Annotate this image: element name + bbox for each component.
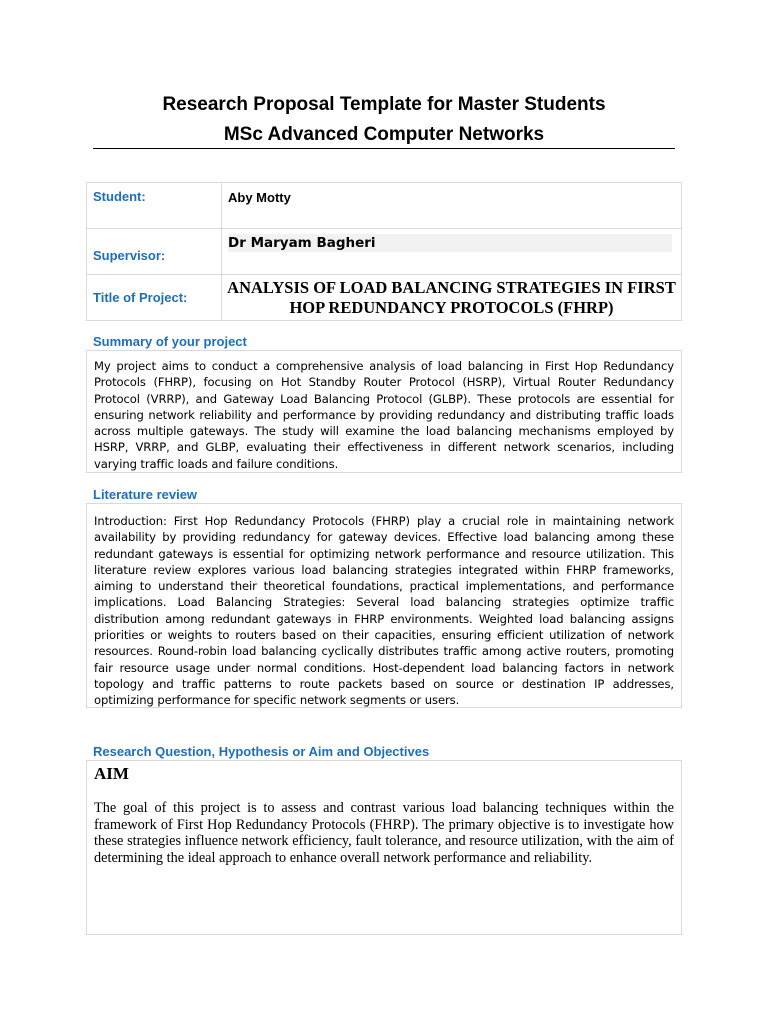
aim-heading: AIM bbox=[94, 764, 129, 783]
project-title-label: Title of Project: bbox=[87, 275, 222, 321]
supervisor-row bbox=[87, 229, 682, 275]
student-row bbox=[87, 183, 682, 229]
document-subtitle: MSc Advanced Computer Networks bbox=[223, 124, 545, 145]
supervisor-value[interactable]: Dr Maryam Bagheri bbox=[228, 234, 672, 252]
project-title-value[interactable]: ANALYSIS OF LOAD BALANCING STRATEGIES IN FIRST HOP REDUNDANCY PROTOCOLS (FHRP) bbox=[222, 275, 682, 321]
student-label: Student: bbox=[87, 183, 222, 229]
supervisor-label: Supervisor: bbox=[87, 229, 222, 275]
title-divider bbox=[93, 148, 675, 149]
research-box[interactable] bbox=[86, 760, 682, 935]
document-title: Research Proposal Template for Master Students bbox=[162, 94, 606, 115]
summary-heading: Summary of your project bbox=[93, 334, 247, 349]
research-heading: Research Question, Hypothesis or Aim and Objectives bbox=[93, 744, 430, 759]
supervisor-cell bbox=[222, 229, 682, 275]
literature-heading: Literature review bbox=[93, 487, 198, 502]
summary-text: My project aims to conduct a comprehensive analysis of load balancing in First Hop Redundancy Protocols (FHRP), focusing on Hot Standby Router Protocol (HSRP), Virtual Router Redundancy Protocol (VRRP), and Gateway Load Balancing Protocol (GLBP). These protocols are essential for ensuring network reliability and performance by providing redundancy and distributing traffic loads across multiple gateways. The study will examine the load balancing mechanisms employed by HSRP, VRRP, and GLBP, evaluating their effectiveness in different network scenarios, including varying traffic loads and failure conditions. bbox=[94, 359, 674, 471]
summary-box[interactable] bbox=[86, 350, 682, 473]
info-table bbox=[86, 182, 682, 321]
student-value[interactable]: Aby Motty bbox=[222, 183, 682, 229]
literature-text: Introduction: First Hop Redundancy Protocols (FHRP) play a crucial role in maintaining network availability by providing redundancy for gateway devices. Effective load balancing among these redundant gateways is essential for optimizing network performance and resource utilization. This literature review explores various load balancing strategies integrated within FHRP frameworks, aiming to understand their theoretical foundations, practical implementations, and performance implications. Load Balancing Strategies: Several load balancing strategies optimize traffic distribution among redundant gateways in FHRP environments. Weighted load balancing assigns priorities or weights to routers based on their capacities, ensuring efficient utilization of network resources. Round-robin load balancing cyclically distributes traffic among active routers, promoting fair resource usage under normal conditions. Host-dependent load balancing factors in network topology and traffic patterns to route packets based on source or destination IP addresses, optimizing performance for specific network segments or users. bbox=[94, 514, 674, 708]
project-title-row bbox=[87, 275, 682, 321]
aim-text: The goal of this project is to assess and contrast various load balancing techniques within the framework of First Hop Redundancy Protocols (FHRP). The primary objective is to investigate how these strategies influence network efficiency, fault tolerance, and resource utilization, with the aim of determining the ideal approach to enhance overall network performance and reliability. bbox=[94, 800, 674, 867]
literature-box[interactable] bbox=[86, 503, 682, 708]
